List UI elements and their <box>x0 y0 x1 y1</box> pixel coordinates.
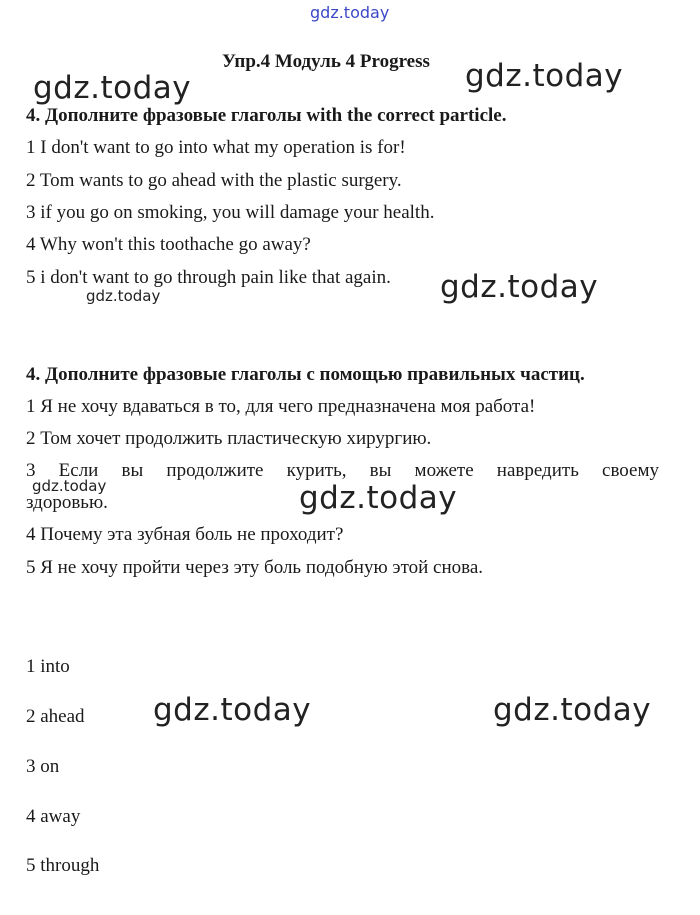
watermark: gdz.today <box>153 692 312 728</box>
watermark: gdz.today <box>440 269 599 305</box>
english-line: 2 Tom wants to go ahead with the plastic surgery. <box>26 170 402 191</box>
english-line: 1 I don't want to go into what my operation is for! <box>26 137 406 158</box>
watermark: gdz.today <box>86 287 161 305</box>
exercise-heading-russian: 4. Дополните фразовые глаголы с помощью правильных частиц. <box>26 364 585 385</box>
exercise-heading-english: 4. Дополните фразовые глаголы with the correct particle. <box>26 105 507 126</box>
russian-line: 4 Почему эта зубная боль не проходит? <box>26 524 344 545</box>
watermark: gdz.today <box>299 480 458 516</box>
answer-item: 4 away <box>26 806 81 827</box>
watermark: gdz.today <box>465 58 624 94</box>
russian-line: 2 Том хочет продолжить пластическую хирургию. <box>26 428 432 449</box>
watermark: gdz.today <box>32 477 107 495</box>
russian-line: здоровью. <box>26 492 108 513</box>
page-title: Упр.4 Модуль 4 Progress <box>222 51 430 72</box>
answer-item: 1 into <box>26 656 70 677</box>
russian-line: 1 Я не хочу вдаваться в то, для чего предназначена моя работа! <box>26 396 536 417</box>
english-line: 3 if you go on smoking, you will damage your health. <box>26 202 435 223</box>
watermark-top[interactable]: gdz.today <box>310 3 390 22</box>
watermark: gdz.today <box>33 70 192 106</box>
answer-item: 5 through <box>26 855 100 876</box>
russian-line: 3 Если вы продолжите курить, вы можете навредить своему <box>26 460 659 481</box>
english-line: 5 i don't want to go through pain like that again. <box>26 267 391 288</box>
answer-item: 3 on <box>26 756 60 777</box>
russian-line: 5 Я не хочу пройти через эту боль подобную этой снова. <box>26 557 484 578</box>
watermark: gdz.today <box>493 692 652 728</box>
english-line: 4 Why won't this toothache go away? <box>26 234 311 255</box>
answer-item: 2 ahead <box>26 706 85 727</box>
